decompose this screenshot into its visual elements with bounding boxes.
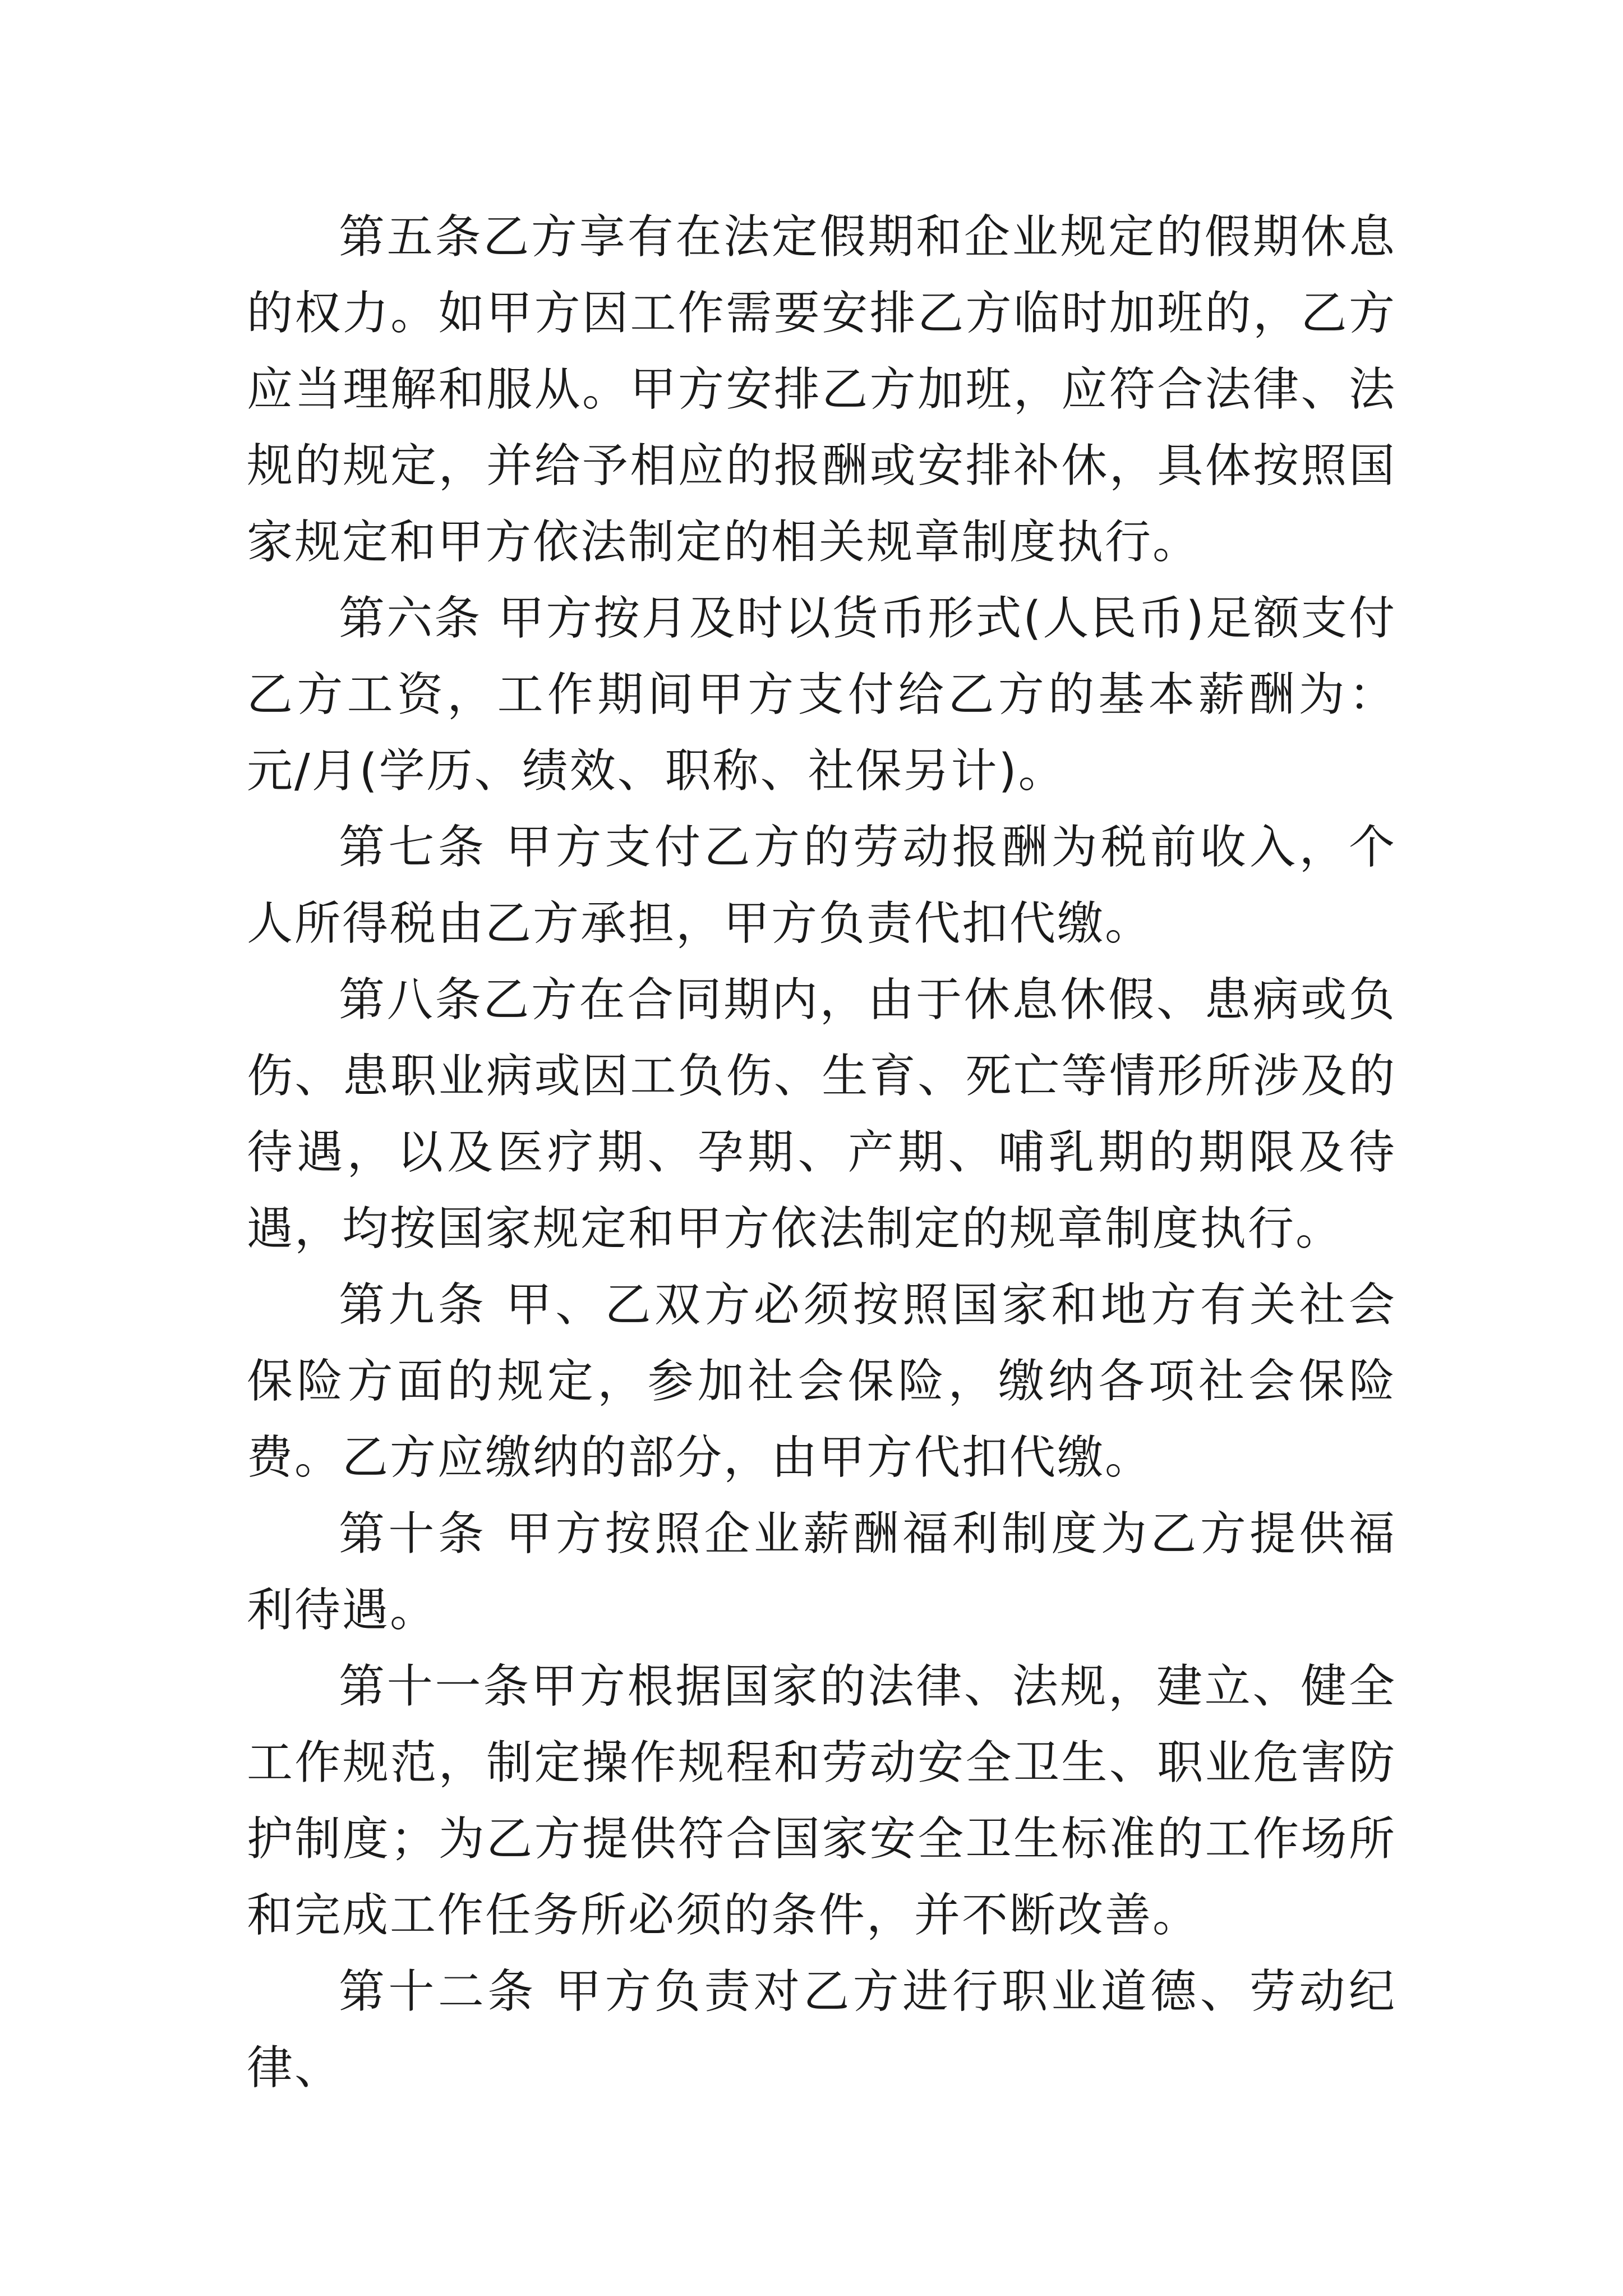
document-body: [247, 199, 1396, 2106]
article-10-paragraph: 第十条 甲方按照企业薪酬福利制度为乙方提供福利待遇。: [247, 1507, 1396, 1637]
article-5-paragraph: 第五条乙方享有在法定假期和企业规定的假期休息的权力。如甲方因工作需要安排乙方临时加班的，乙方应当理解和服从。甲方安排乙方加班，应符合法律、法规的规定，并给予相应的报酬或安排补休，具体按照国家规定和甲方依法制定的相关规章制度执行。: [247, 210, 1396, 569]
article-9-paragraph: 第九条 甲、乙双方必须按照国家和地方有关社会保险方面的规定，参加社会保险，缴纳各项社会保险费。乙方应缴纳的部分，由甲方代扣代缴。: [247, 1278, 1396, 1484]
article-8-paragraph: 第八条乙方在合同期内，由于休息休假、患病或负伤、患职业病或因工负伤、生育、死亡等情形所涉及的待遇，以及医疗期、孕期、产期、哺乳期的期限及待遇，均按国家规定和甲方依法制定的规章制度执行。: [247, 973, 1396, 1255]
article-12-paragraph: 第十二条 甲方负责对乙方进行职业道德、劳动纪律、: [247, 1965, 1396, 2095]
article-7-paragraph: 第七条 甲方支付乙方的劳动报酬为税前收入，个人所得税由乙方承担，甲方负责代扣代缴。: [247, 821, 1396, 950]
article-11-paragraph: 第十一条甲方根据国家的法律、法规，建立、健全工作规范，制定操作规程和劳动安全卫生、职业危害防护制度；为乙方提供符合国家安全卫生标准的工作场所和完成工作任务所必须的条件，并不断改善。: [247, 1660, 1396, 1942]
article-6-paragraph: 第六条 甲方按月及时以货币形式(人民币)足额支付乙方工资，工作期间甲方支付给乙方的基本薪酬为：元/月(学历、绩效、职称、社保另计)。: [247, 592, 1396, 798]
